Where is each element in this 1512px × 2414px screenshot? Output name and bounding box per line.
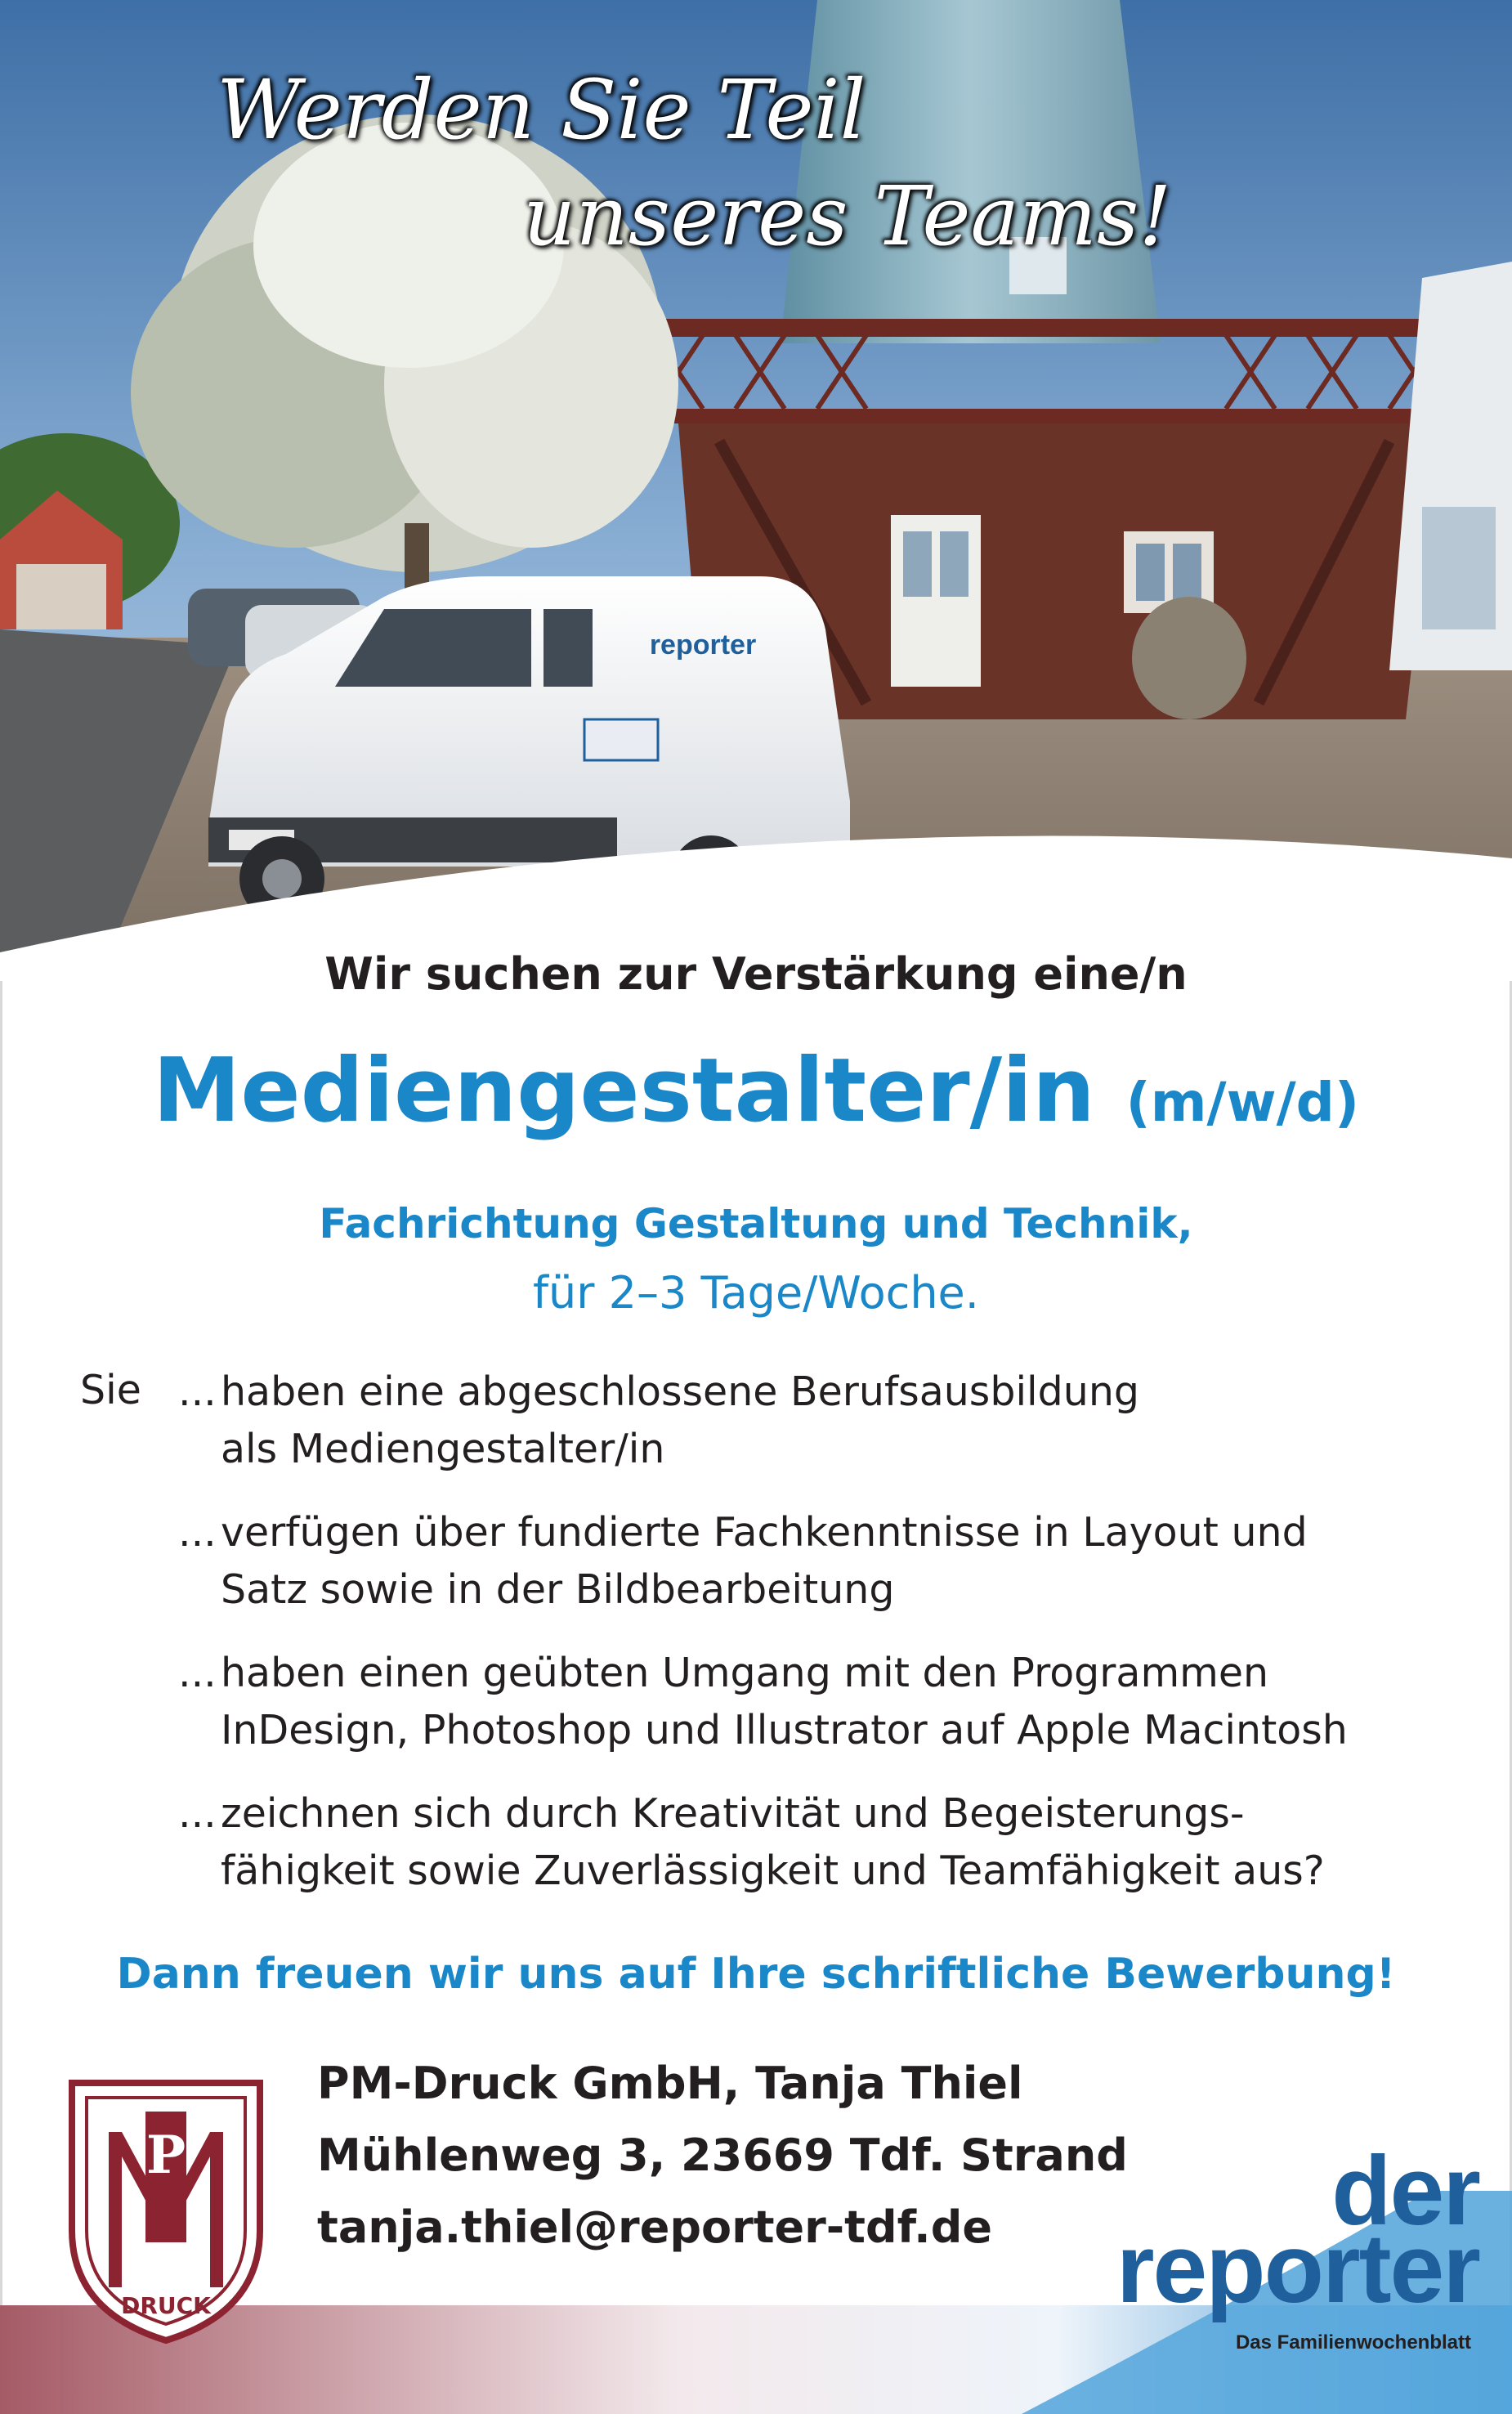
- call-to-action: Dann freuen wir uns auf Ihre schriftliche Bewerbung!: [116, 1950, 1396, 1999]
- reporter-logo-name: reporter: [1116, 2214, 1479, 2323]
- lead-text: Wir suchen zur Verstärkung eine/n: [324, 948, 1188, 1000]
- ellipsis-prefix: ...: [178, 1790, 217, 1837]
- headline: [0, 57, 1512, 302]
- requirement-line-2: Satz sowie in der Bildbearbeitung: [221, 1566, 895, 1613]
- requirement-line-1: haben einen geübten Umgang mit den Programmen: [221, 1650, 1269, 1696]
- ellipsis-prefix: ...: [178, 1650, 217, 1696]
- reporter-logo-tagline: Das Familienwochenblatt: [1235, 2331, 1471, 2354]
- list-item: [178, 1785, 1453, 1900]
- list-item: [178, 1645, 1453, 1759]
- list-item: [178, 1504, 1453, 1619]
- requirement-line-1: haben eine abgeschlossene Berufsausbildung: [221, 1368, 1139, 1415]
- gender-note: (m/w/d): [1125, 1071, 1360, 1134]
- contact-company: PM-Druck GmbH, Tanja Thiel: [317, 2058, 1023, 2109]
- requirements-list: [178, 1364, 1453, 1926]
- reporter-logo-der: der: [1331, 2136, 1479, 2246]
- requirement-line-2: InDesign, Photoshop und Illustrator auf Apple Macintosh: [221, 1707, 1348, 1753]
- requirement-line-1: verfügen über fundierte Fachkenntnisse in Layout und: [221, 1509, 1308, 1556]
- list-item: [178, 1364, 1453, 1478]
- druck-logo-label: DRUCK: [121, 2292, 211, 2319]
- der-reporter-logo: [1005, 2136, 1479, 2379]
- requirement-line-1: zeichnen sich durch Kreativität und Begeisterungs-: [221, 1790, 1245, 1837]
- requirement-line-2: fähigkeit sowie Zuverlässigkeit und Teamfähigkeit aus?: [221, 1847, 1325, 1894]
- requirement-line-2: als Mediengestalter/in: [221, 1426, 665, 1472]
- headline-line-2: unseres Teams!: [523, 168, 1172, 264]
- contact-address: Mühlenweg 3, 23669 Tdf. Strand: [317, 2130, 1128, 2181]
- headline-line-1: Werden Sie Teil: [217, 62, 866, 158]
- van-side-text: reporter: [649, 629, 757, 661]
- job-title-text: Mediengestalter/in: [152, 1040, 1095, 1142]
- job-subtitle: Fachrichtung Gestaltung und Technik,: [319, 1200, 1193, 1247]
- requirements-intro: Sie: [80, 1367, 141, 1413]
- contact-email: tanja.thiel@reporter-tdf.de: [317, 2201, 992, 2253]
- job-workload: für 2–3 Tage/Woche.: [533, 1267, 979, 1319]
- ellipsis-prefix: ...: [178, 1368, 217, 1415]
- druck-logo-letter: P: [145, 2125, 186, 2186]
- pm-druck-logo: [64, 2075, 268, 2345]
- ellipsis-prefix: ...: [178, 1509, 217, 1556]
- job-title: [0, 1038, 1512, 1156]
